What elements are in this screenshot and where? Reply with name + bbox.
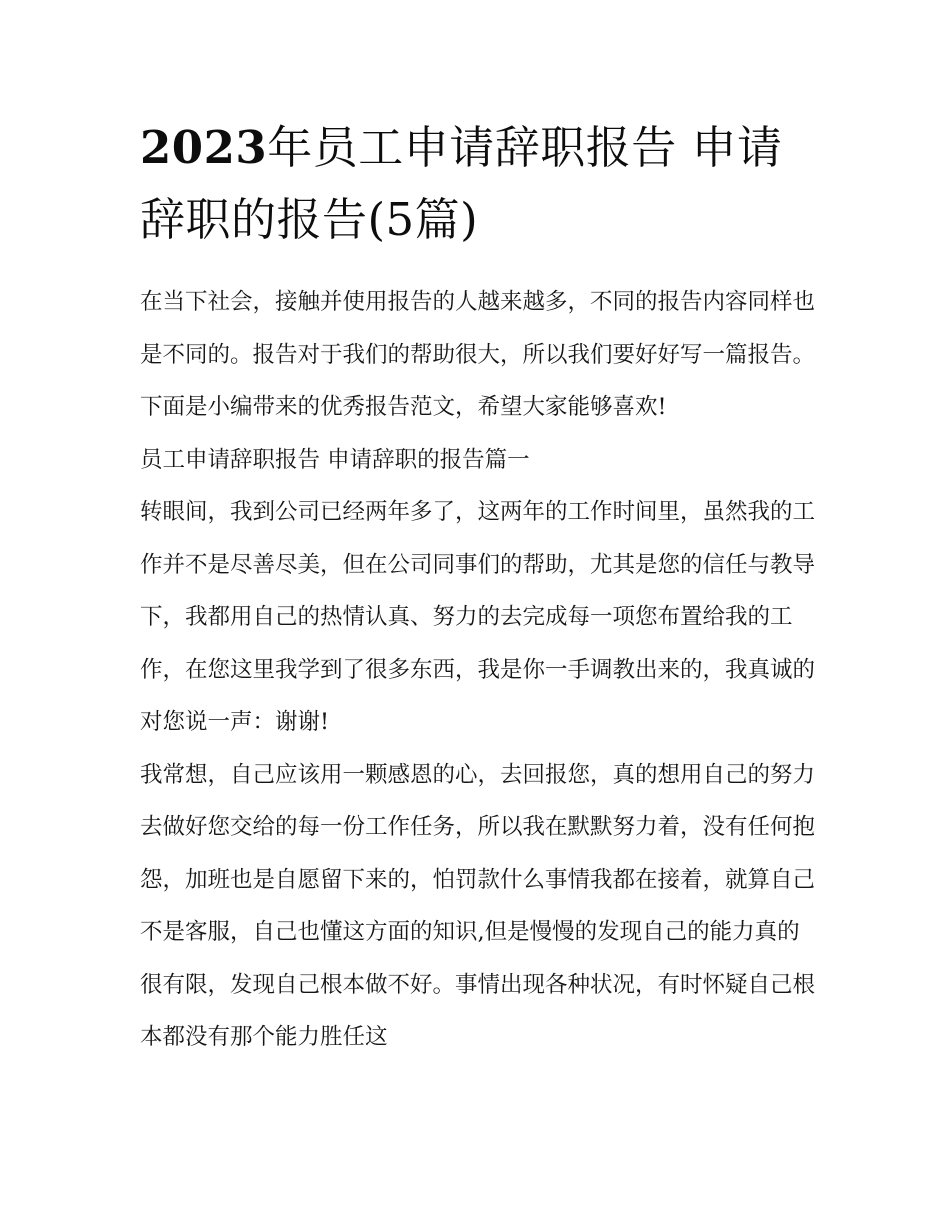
title-year: 2023: [140, 121, 268, 174]
body-paragraph: 转眼间，我到公司已经两年多了，这两年的工作时间里，虽然我的工作并不是尽善尽美，但在公司同事们的帮助，尤其是您的信任与教导下，我都用自己的热情认真、努力的去完成每一项您布置给我的工作，在您这里我学到了很多东西，我是你一手调教出来的，我真诚的对您说一声：谢谢!: [140, 499, 816, 735]
title-text: 年员工申请辞职报告 申请辞职的报告(5篇): [140, 121, 783, 246]
section-heading: 员工申请辞职报告 申请辞职的报告篇一: [140, 446, 530, 473]
intro-paragraph: 在当下社会，接触并使用报告的人越来越多，不同的报告内容同样也是不同的。报告对于我们的帮助很大，所以我们要好好写一篇报告。下面是小编带来的优秀报告范文，希望大家能够喜欢!: [140, 289, 816, 420]
document-title: [140, 112, 820, 256]
document-body: [140, 276, 820, 1064]
body-paragraph: 我常想，自己应该用一颗感恩的心，去回报您，真的想用自己的努力去做好您交给的每一份工作任务，所以我在默默努力着，没有任何抱怨，加班也是自愿留下来的，怕罚款什么事情我都在接着，就算自己不是客服，自己也懂这方面的知识,但是慢慢的发现自己的能力真的很有限，发现自己根本做不好。事情出现各种状况，有时怀疑自己根本都没有那个能力胜任这: [140, 761, 816, 1050]
